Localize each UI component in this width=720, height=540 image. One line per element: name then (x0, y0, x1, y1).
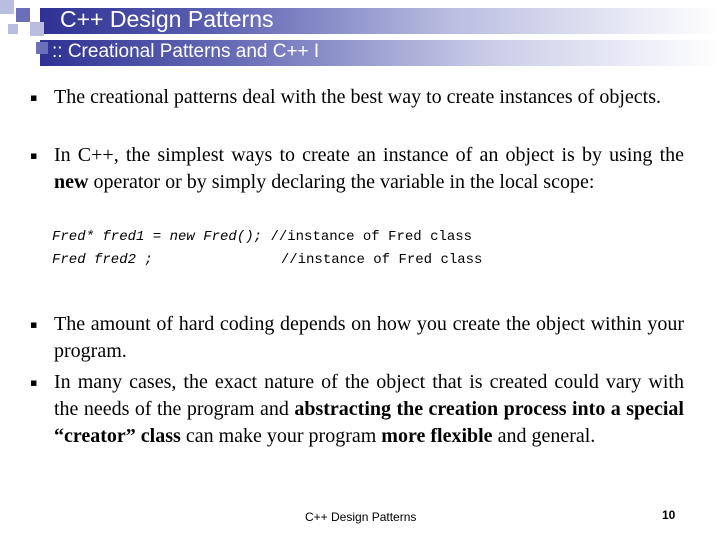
bullet-marker: ▪ (30, 149, 38, 162)
bullet-item (30, 311, 684, 365)
bullet-marker: ▪ (30, 91, 38, 104)
code-comment: //instance of Fred class (280, 252, 483, 268)
slide-subtitle: :: Creational Patterns and C++ I (52, 41, 320, 62)
bullet-text: In C++, the simplest ways to create an instance of an object is by using the new operator or by simply declaring the variable in the local scope: (54, 144, 684, 193)
decor-square (8, 24, 18, 34)
code-comment: //instance of Fred class (270, 229, 473, 245)
footer-text: C++ Design Patterns (305, 510, 417, 524)
bullet-text: In many cases, the exact nature of the object that is created could vary with the needs of the program and abstracting the creation process into a special “creator” class can make your program more flexible and general. (54, 371, 684, 447)
bullet-item (30, 369, 684, 450)
decor-square (30, 22, 44, 36)
code-line-1 (52, 229, 472, 245)
code-line-2 (52, 252, 482, 268)
page-number: 10 (662, 508, 676, 522)
bullet-item (30, 142, 684, 196)
decor-square (0, 0, 14, 14)
bullet-text: The amount of hard coding depends on how you create the object within your program. (54, 313, 684, 362)
decor-square (36, 42, 48, 54)
bold-phrase: more flexible (381, 425, 493, 447)
bullet-text: The creational patterns deal with the best way to create instances of objects. (54, 86, 661, 108)
bold-phrase: abstracting the creation process into a special “creator” class (54, 398, 684, 447)
bold-keyword-new: new (54, 171, 89, 193)
bullet-item (30, 84, 684, 111)
code-text: Fred* fred1 = new Fred(); (52, 229, 263, 245)
bullet-marker: ▪ (30, 318, 38, 331)
code-text: Fred fred2 ; (52, 252, 153, 268)
slide-title: C++ Design Patterns (60, 6, 274, 32)
bullet-marker: ▪ (30, 376, 38, 389)
title-banner (0, 0, 720, 68)
decor-square (16, 8, 30, 22)
